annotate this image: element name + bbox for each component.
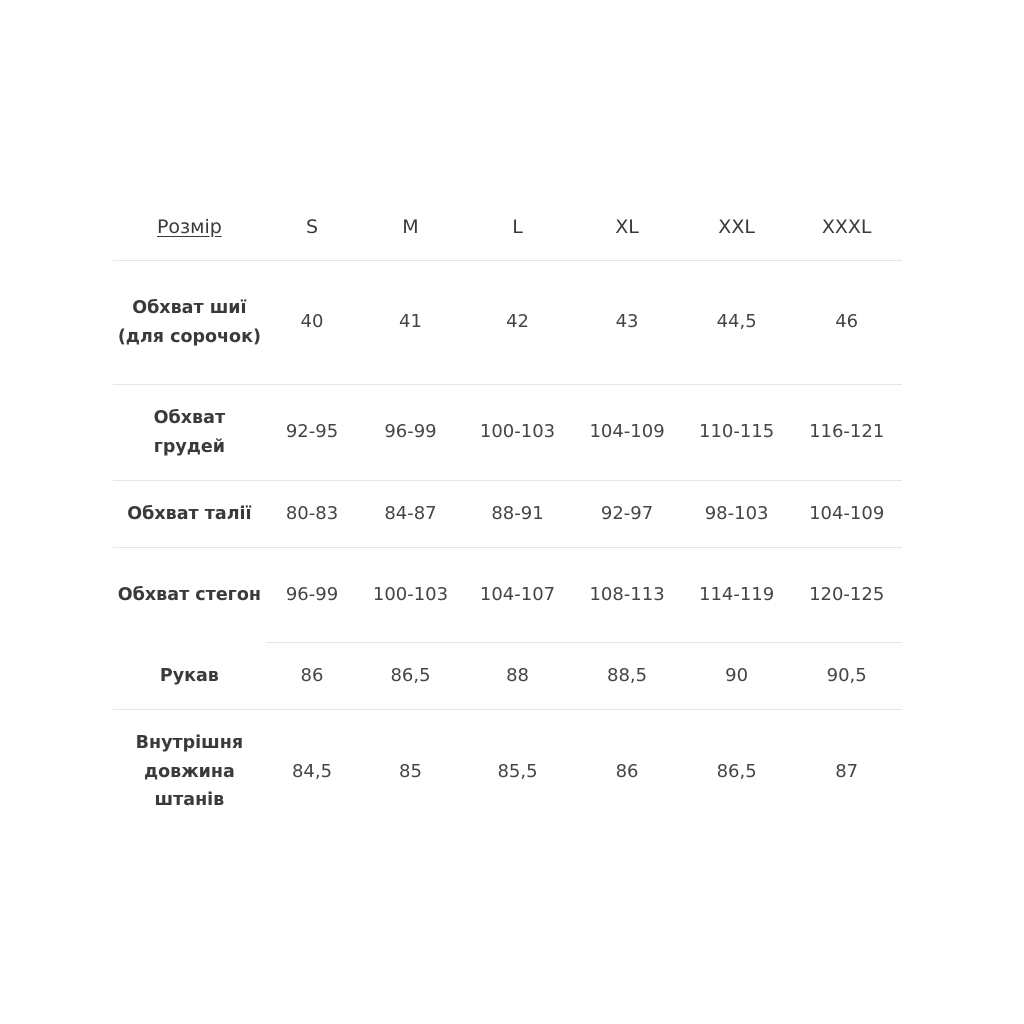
size-xxl-header: XXL	[718, 216, 755, 239]
size-chart-table	[113, 195, 902, 834]
size-m-header: M	[402, 216, 419, 239]
table-row-neck	[113, 261, 902, 385]
table-cell: 104-107	[463, 548, 573, 643]
table-cell: 84,5	[266, 710, 358, 835]
table-cell: 42	[463, 261, 573, 385]
table-row-hip	[113, 548, 902, 643]
table-row-sleeve	[113, 643, 902, 710]
table-cell: 80-83	[266, 481, 358, 548]
size-l-header: L	[512, 216, 523, 239]
size-header-row	[113, 195, 902, 261]
table-cell: 98-103	[682, 481, 792, 548]
table-cell: 86,5	[358, 643, 463, 710]
size-xl-header: XL	[615, 216, 639, 239]
table-cell: 88,5	[572, 643, 682, 710]
table-cell: 96-99	[358, 385, 463, 481]
table-cell: 114-119	[682, 548, 792, 643]
table-cell: 86	[266, 643, 358, 710]
row-label-sleeve: Рукав	[159, 665, 219, 686]
table-cell: 85	[358, 710, 463, 835]
table-cell: 96-99	[266, 548, 358, 643]
table-cell: 90,5	[791, 643, 902, 710]
table-row-waist	[113, 481, 902, 548]
row-label-chest: Обхват грудей	[113, 385, 266, 481]
table-cell: 88-91	[463, 481, 573, 548]
table-cell: 92-95	[266, 385, 358, 481]
size-s-header: S	[305, 216, 319, 239]
table-row-chest	[113, 385, 902, 481]
size-xxxl-header: XXXL	[821, 216, 872, 239]
table-cell: 84-87	[358, 481, 463, 548]
table-cell: 100-103	[463, 385, 573, 481]
table-cell: 46	[791, 261, 902, 385]
table-cell: 86,5	[682, 710, 792, 835]
table-cell: 120-125	[791, 548, 902, 643]
row-label-waist: Обхват талії	[113, 481, 266, 548]
table-cell: 43	[572, 261, 682, 385]
table-cell: 100-103	[358, 548, 463, 643]
table-row-inseam	[113, 710, 902, 835]
table-cell: 44,5	[682, 261, 792, 385]
table-cell: 110-115	[682, 385, 792, 481]
row-label-neck: Обхват шиї (для сорочок)	[113, 261, 266, 385]
table-cell: 40	[266, 261, 358, 385]
table-cell: 88	[463, 643, 573, 710]
table-cell: 104-109	[572, 385, 682, 481]
row-label-inseam: Внутрішня довжина штанів	[113, 710, 266, 835]
table-cell: 85,5	[463, 710, 573, 835]
table-cell: 41	[358, 261, 463, 385]
table-cell: 116-121	[791, 385, 902, 481]
table-cell: 104-109	[791, 481, 902, 548]
table-cell: 86	[572, 710, 682, 835]
table-cell: 108-113	[572, 548, 682, 643]
size-header-label: Розмір	[156, 216, 222, 239]
row-label-hip: Обхват стегон	[113, 548, 266, 643]
table-cell: 90	[682, 643, 792, 710]
table-cell: 92-97	[572, 481, 682, 548]
table-cell: 87	[791, 710, 902, 835]
